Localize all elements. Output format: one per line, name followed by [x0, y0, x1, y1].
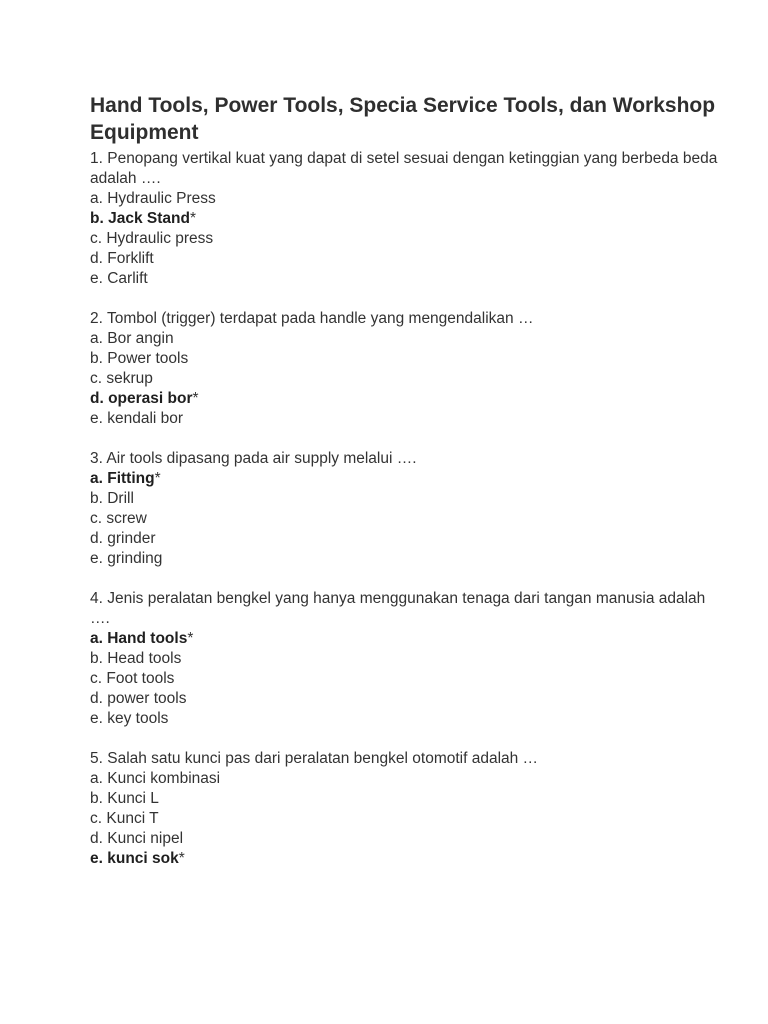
option-c — [90, 229, 728, 249]
answer-mark: * — [189, 210, 196, 227]
option-text: d. power tools — [90, 690, 187, 707]
option-d — [90, 249, 728, 269]
question-text: 2. Tombol (trigger) terdapat pada handle yang mengendalikan … — [90, 310, 534, 327]
option-text: a. Hand tools — [90, 630, 188, 647]
option-a — [90, 469, 728, 489]
question-2 — [90, 309, 728, 429]
option-text: d. Forklift — [90, 250, 154, 267]
answer-mark: * — [192, 390, 199, 407]
option-b — [90, 489, 728, 509]
option-text: b. Kunci L — [90, 790, 159, 807]
option-c — [90, 669, 728, 689]
option-a — [90, 329, 728, 349]
option-text: e. Carlift — [90, 270, 148, 287]
option-a — [90, 189, 728, 209]
question-text: 1. Penopang vertikal kuat yang dapat di setel sesuai dengan ketinggian yang berbeda beda adalah …. — [90, 150, 718, 187]
option-e — [90, 549, 728, 569]
option-text: d. Kunci nipel — [90, 830, 184, 847]
option-text: b. Head tools — [90, 650, 182, 667]
option-text: e. grinding — [90, 550, 163, 567]
option-e — [90, 269, 728, 289]
option-list — [90, 769, 728, 869]
option-d — [90, 529, 728, 549]
option-d — [90, 389, 728, 409]
option-c — [90, 809, 728, 829]
option-text: d. operasi bor — [90, 390, 193, 407]
option-text: a. Hydraulic Press — [90, 190, 216, 207]
question-3 — [90, 449, 728, 569]
option-list — [90, 329, 728, 429]
option-text: e. key tools — [90, 710, 169, 727]
option-text: a. Fitting — [90, 470, 155, 487]
option-text: c. Hydraulic press — [90, 230, 214, 247]
option-list — [90, 189, 728, 289]
option-text: a. Bor angin — [90, 330, 174, 347]
page-title: Hand Tools, Power Tools, Specia Service Tools, dan Workshop Equipment — [90, 94, 716, 144]
question-text: 3. Air tools dipasang pada air supply melalui …. — [90, 450, 417, 467]
option-list — [90, 469, 728, 569]
answer-mark: * — [178, 850, 185, 867]
option-b — [90, 209, 728, 229]
option-text: c. Kunci T — [90, 810, 159, 827]
option-e — [90, 709, 728, 729]
option-text: b. Jack Stand — [90, 210, 190, 227]
option-e — [90, 409, 728, 429]
option-c — [90, 509, 728, 529]
option-text: c. screw — [90, 510, 147, 527]
question-text: 5. Salah satu kunci pas dari peralatan bengkel otomotif adalah … — [90, 750, 539, 767]
option-text: c. Foot tools — [90, 670, 175, 687]
option-text: e. kunci sok — [90, 850, 179, 867]
option-text: a. Kunci kombinasi — [90, 770, 221, 787]
option-b — [90, 789, 728, 809]
question-1 — [90, 149, 728, 289]
option-text: b. Power tools — [90, 350, 189, 367]
question-text: 4. Jenis peralatan bengkel yang hanya menggunakan tenaga dari tangan manusia adalah …. — [90, 590, 706, 627]
option-text: b. Drill — [90, 490, 134, 507]
option-b — [90, 649, 728, 669]
option-b — [90, 349, 728, 369]
question-list — [90, 149, 728, 869]
question-4 — [90, 589, 728, 729]
option-text: c. sekrup — [90, 370, 153, 387]
option-a — [90, 629, 728, 649]
option-d — [90, 689, 728, 709]
answer-mark: * — [154, 470, 161, 487]
option-d — [90, 829, 728, 849]
option-a — [90, 769, 728, 789]
option-list — [90, 629, 728, 729]
option-text: d. grinder — [90, 530, 156, 547]
question-5 — [90, 749, 728, 869]
option-c — [90, 369, 728, 389]
option-e — [90, 849, 728, 869]
answer-mark: * — [187, 630, 194, 647]
option-text: e. kendali bor — [90, 410, 184, 427]
